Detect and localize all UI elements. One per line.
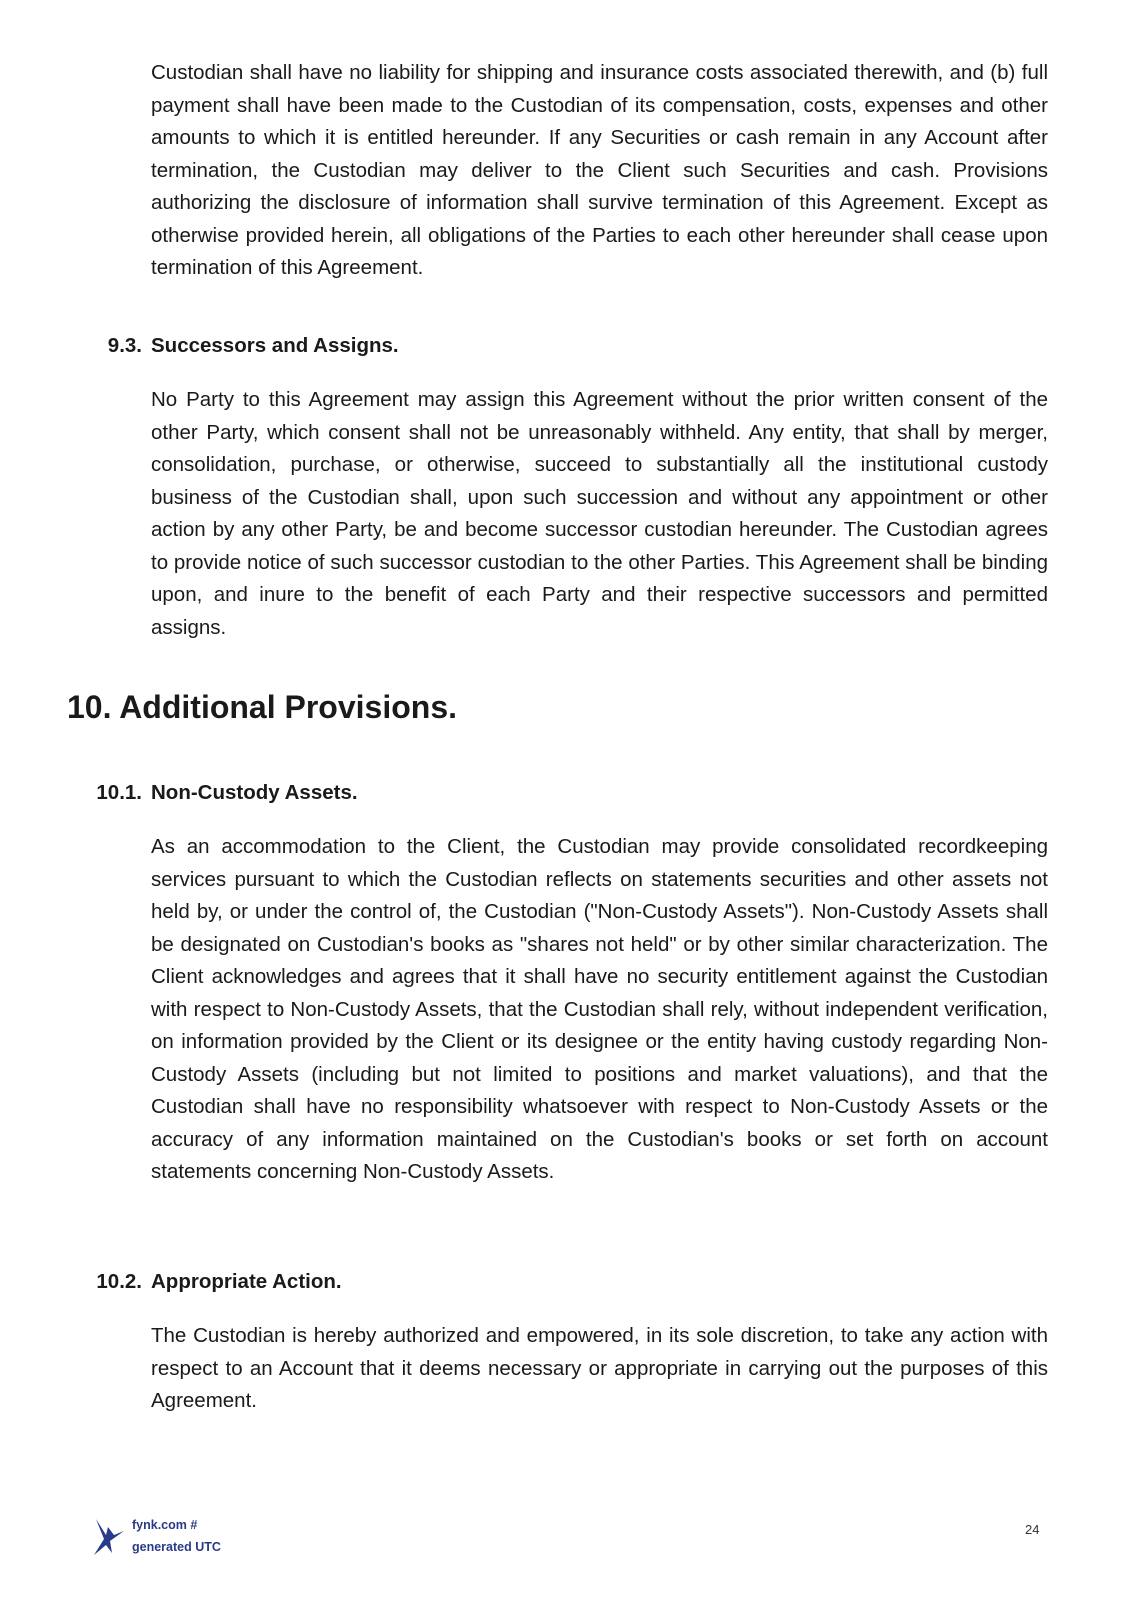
section-10-1-heading [96, 780, 358, 806]
section-10-1-title: Non-Custody Assets. [151, 781, 358, 804]
section-10-1-number: 10.1. [96, 781, 142, 804]
section-10-2-title: Appropriate Action. [151, 1270, 342, 1293]
section-9-3-number: 9.3. [107, 334, 142, 357]
fynk-bird-logo-icon [90, 1517, 132, 1559]
paragraph-appropriate-action: The Custodian is hereby authorized and empowered, in its sole discretion, to take any action with respect to an Account that it deems necessary or appropriate in carrying out the purposes of this Agreement. [151, 1324, 1048, 1412]
section-9-3-title: Successors and Assigns. [151, 334, 399, 357]
page-number: 24 [1025, 1522, 1040, 1537]
footer-line-generated: generated UTC [132, 1540, 221, 1554]
section-10-heading: 10. Additional Provisions. [67, 689, 457, 725]
section-9-3-heading [107, 333, 399, 359]
footer-line-domain: fynk.com # [132, 1518, 198, 1532]
section-10-2-number: 10.2. [96, 1270, 142, 1293]
paragraph-termination-continued: Custodian shall have no liability for shipping and insurance costs associated therewith, and (b) full payment shall have been made to the Custodian of its compensation, costs, expenses and other amounts to which it is entitled hereunder. If any Securities or cash remain in any Account after termination, the Custodian may deliver to the Client such Securities and cash. Provisions authorizing the disclosure of information shall survive termination of this Agreement. Except as otherwise provided herein, all obligations of the Parties to each other hereunder shall cease upon termination of this Agreement. [151, 61, 1048, 279]
footer-text [132, 1514, 221, 1558]
paragraph-successors-assigns: No Party to this Agreement may assign this Agreement without the prior written consent of the other Party, which consent shall not be unreasonably withheld. Any entity, that shall by merger, consolidation, purchase, or otherwise, succeed to substantially all the institutional custody business of the Custodian shall, upon such succession and without any appointment or other action by any other Party, be and become successor custodian hereunder. The Custodian agrees to provide notice of such successor custodian to the other Parties. This Agreement shall be binding upon, and inure to the benefit of each Party and their respective successors and permitted assigns. [151, 388, 1048, 639]
paragraph-non-custody-assets: As an accommodation to the Client, the Custodian may provide consolidated recordkeeping services pursuant to which the Custodian reflects on statements securities and other assets not held by, or under the control of, the Custodian ("Non-Custody Assets"). Non-Custody Assets shall be designated on Custodian's books as "shares not held" or by other similar characterization. The Client acknowledges and agrees that it shall have no security entitlement against the Custodian with respect to Non-Custody Assets, that the Custodian shall rely, without independent verification, on information provided by the Client or its designee or the entity having custody regarding Non-Custody Assets (including but not limited to positions and market valuations), and that the Custodian shall have no responsibility whatsoever with respect to Non-Custody Assets or the accuracy of any information maintained on the Custodian's books or set forth on account statements concerning Non-Custody Assets. [151, 835, 1048, 1183]
section-10-2-heading [96, 1269, 342, 1295]
